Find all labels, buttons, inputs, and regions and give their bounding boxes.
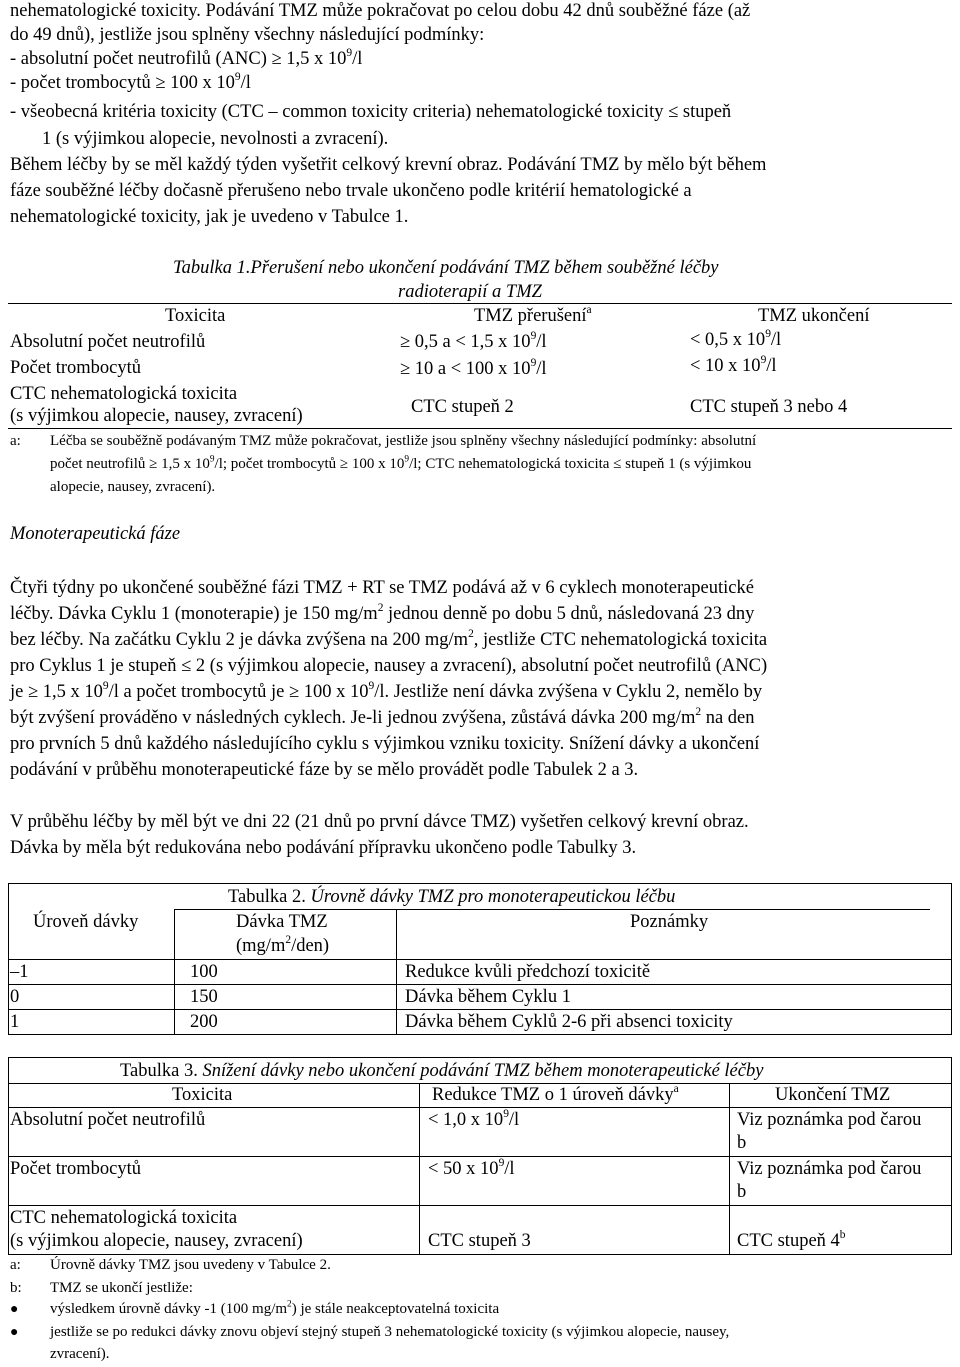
table2-row-level: 1	[10, 1012, 20, 1032]
table1-row1-pause: ≥ 0,5 a < 1,5 x $10^9/l$	[400, 329, 547, 352]
table2-border	[174, 909, 175, 1035]
mono-paragraph-line: pro prvních 5 dnů každého následujícího cyklu s výjimkou vzniku toxicity. Snížení dávky a ukončení	[10, 734, 760, 754]
bullet-icon: ●	[10, 1302, 19, 1317]
table1-header-stop: TMZ ukončení	[758, 306, 870, 326]
intro-line: nehematologické toxicity, jak je uvedeno v Tabulce 1.	[10, 207, 409, 227]
table1-border	[8, 303, 952, 304]
intro-line: do 49 dnů), jestliže jsou splněny všechny následující podmínky:	[10, 25, 485, 45]
mono-paragraph-line: být zvýšení prováděno v následných cyklech. Je-li jednou zvýšena, zůstává dávka 200 $mg/m^2$ na den	[10, 705, 755, 728]
table3-border	[8, 1057, 9, 1255]
table2-border	[8, 883, 9, 1035]
table1-row3-stop: CTC stupeň 3 nebo 4	[690, 397, 848, 417]
table3-note-b: TMZ se ukončí jestliže:	[50, 1280, 193, 1296]
table2-border	[951, 883, 952, 1035]
table3-row3-label: CTC nehematologická toxicita	[10, 1208, 238, 1228]
table3-border	[8, 1107, 952, 1108]
table3-header-toxicity: Toxicita	[172, 1085, 233, 1105]
table2-border	[396, 909, 397, 1035]
table1-header-toxicity: Toxicita	[165, 306, 226, 326]
intro-line: nehematologické toxicity. Podávání TMZ může pokračovat po celou dobu 42 dnů souběžné fáze (až	[10, 1, 751, 21]
table1-row3-label: CTC nehematologická toxicita	[10, 384, 238, 404]
table2-header-notes: Poznámky	[630, 912, 709, 932]
table3-border	[8, 1205, 952, 1206]
table2-border	[8, 1009, 952, 1010]
table3-row1-stop-ref: b	[737, 1133, 747, 1153]
table1-note: alopecie, nausey, zvracení).	[50, 479, 216, 495]
table2-header-level: Úroveň dávky	[33, 912, 139, 932]
table3-bullet: výsledkem úrovně dávky -1 (100 $mg/m^2$) je stále neakceptovatelná toxicita	[50, 1299, 500, 1317]
table2-border	[174, 909, 930, 910]
mono-paragraph-line: pro Cyklus 1 je stupeň ≤ 2 (s výjimkou alopecie, nausey a zvracení), absolutní počet neutrofilů (ANC)	[10, 656, 768, 676]
condition-anc: - absolutní počet neutrofilů (ANC) ≥ 1,5 x $10^9/l$	[10, 46, 363, 69]
table1-note-label: a:	[10, 433, 21, 449]
table3-caption: Tabulka 3. Snížení dávky nebo ukončení podávání TMZ během monoterapeutické léčby	[120, 1061, 764, 1081]
table2-header-dose-unit: $(mg/m^2/den)$	[236, 933, 330, 956]
table3-bullet: zvracení).	[50, 1346, 110, 1362]
mono-paragraph-line: podávání v průběhu monoterapeutické fáze by se mělo provádět podle Tabulek 2 a 3.	[10, 760, 639, 780]
table2-header-dose: Dávka TMZ	[236, 912, 328, 932]
mono-paragraph-line: bez léčby. Na začátku Cyklu 2 je dávka zvýšena na 200 $mg/m^2$, jestliže CTC nehematologická toxicita	[10, 627, 768, 650]
table3-border	[8, 1156, 952, 1157]
table2-row-note: Dávka během Cyklu 1	[405, 987, 571, 1007]
table3-border	[8, 1254, 952, 1255]
table3-row3-stop: CTC stupeň 4$^b$	[737, 1228, 846, 1251]
table2-border	[8, 984, 952, 985]
table2-border	[8, 1034, 952, 1035]
table1-note: počet neutrofilů ≥ 1,5 x $10^9/l$; počet trombocytů ≥ 100 x $10^9/l$; CTC nehematologická toxicita ≤ stupeň 1 (s výjimkou	[50, 454, 752, 472]
condition-platelets: - počet trombocytů ≥ 100 x $10^9/l$	[10, 70, 251, 93]
table2-border	[8, 959, 952, 960]
table3-row2-reduce: < 50 x $10^9/l$	[428, 1156, 515, 1179]
table3-row2-label: Počet trombocytů	[10, 1159, 142, 1179]
table2-row-dose: 150	[190, 987, 218, 1007]
table1-caption: Tabulka 1.Přerušení nebo ukončení podávání TMZ během souběžné léčby	[173, 258, 719, 278]
table3-row1-reduce: < 1,0 x $10^9/l$	[428, 1107, 520, 1130]
table2-caption: Tabulka 2. Úrovně dávky TMZ pro monoterapeutickou léčbu	[228, 887, 676, 907]
table3-note-a-label: a:	[10, 1257, 21, 1273]
table1-row3-label: (s výjimkou alopecie, nausey, zvracení)	[10, 406, 303, 426]
table3-border	[8, 1057, 952, 1058]
table3-row2-stop-ref: b	[737, 1182, 747, 1202]
intro-line: Během léčby by se měl každý týden vyšetřit celkový krevní obraz. Podávání TMZ by mělo být během	[10, 155, 767, 175]
table3-bullet: jestliže se po redukci dávky znovu objeví stejný stupeň 3 nehematologické toxicity (s výjimkou alopecie, nausey,	[50, 1324, 730, 1340]
table1-row1-label: Absolutní počet neutrofilů	[10, 332, 206, 352]
table3-header-reduce: Redukce TMZ o 1 úroveň dávky$^a$	[432, 1082, 679, 1105]
intro-line: 1 (s výjimkou alopecie, nevolnosti a zvracení).	[42, 129, 389, 149]
table3-header-stop: Ukončení TMZ	[775, 1085, 891, 1105]
intro-line: fáze souběžné léčby dočasně přerušeno nebo trvale ukončeno podle kritérií hematologické a	[10, 181, 692, 201]
table3-row3-reduce: CTC stupeň 3	[428, 1231, 531, 1251]
table3-row1-label: Absolutní počet neutrofilů	[10, 1110, 206, 1130]
table2-row-note: Redukce kvůli předchozí toxicitě	[405, 962, 651, 982]
mono-paragraph-line: je ≥ 1,5 x $10^9/l$ a počet trombocytů je ≥ 100 x $10^9/l$. Jestliže není dávka zvýšena v Cyklu 2, nemělo by	[10, 679, 763, 702]
table2-row-level: 0	[10, 987, 20, 1007]
table1-row2-label: Počet trombocytů	[10, 358, 142, 378]
mono-paragraph-line: V průběhu léčby by měl být ve dni 22 (21 dnů po první dávce TMZ) vyšetřen celkový krevní obraz.	[10, 812, 749, 832]
table2-row-note: Dávka během Cyklů 2-6 při absenci toxicity	[405, 1012, 733, 1032]
table3-note-b-label: b:	[10, 1280, 22, 1296]
table1-row3-pause: CTC stupeň 2	[411, 397, 514, 417]
table3-row2-stop: Viz poznámka pod čarou	[737, 1159, 922, 1179]
table3-row1-stop: Viz poznámka pod čarou	[737, 1110, 922, 1130]
table2-border	[8, 883, 952, 884]
table2-row-dose: 100	[190, 962, 218, 982]
mono-paragraph-line: Čtyři týdny po ukončené souběžné fázi TMZ + RT se TMZ podává až v 6 cyklech monoterapeutické	[10, 578, 754, 598]
table3-border	[8, 1083, 952, 1084]
table3-note-a: Úrovně dávky TMZ jsou uvedeny v Tabulce 2.	[50, 1257, 331, 1273]
table1-row2-pause: ≥ 10 a < 100 x $10^9/l$	[400, 356, 547, 379]
table1-caption-line2: radioterapií a TMZ	[398, 282, 542, 302]
table1-row2-stop: < 10 x $10^9/l$	[690, 353, 777, 376]
table3-border	[729, 1083, 730, 1255]
condition-ctc: - všeobecná kritéria toxicity (CTC – common toxicity criteria) nehematologické toxicity ≤ stupeň	[10, 102, 732, 122]
table3-border	[951, 1057, 952, 1255]
table2-row-dose: 200	[190, 1012, 218, 1032]
bullet-icon: ●	[10, 1325, 19, 1340]
table2-row-level: –1	[10, 962, 29, 982]
mono-paragraph-line: léčby. Dávka Cyklu 1 (monoterapie) je 150 $mg/m^2$ jednou denně po dobu 5 dnů, následovaná 23 dny	[10, 601, 755, 624]
mono-paragraph-line: Dávka by měla být redukována nebo podávání přípravku ukončeno podle Tabulky 3.	[10, 838, 637, 858]
table1-note: Léčba se souběžně podávaným TMZ může pokračovat, jestliže jsou splněny všechny následující podmínky: absolutní	[50, 433, 757, 449]
table1-row1-stop: < 0,5 x $10^9/l$	[690, 327, 782, 350]
table1-header-pause: TMZ přerušení$^a$	[474, 303, 592, 326]
section-heading: Monoterapeutická fáze	[10, 524, 181, 544]
table1-border	[8, 428, 952, 429]
table3-row3-label: (s výjimkou alopecie, nausey, zvracení)	[10, 1231, 303, 1251]
table3-border	[419, 1083, 420, 1255]
